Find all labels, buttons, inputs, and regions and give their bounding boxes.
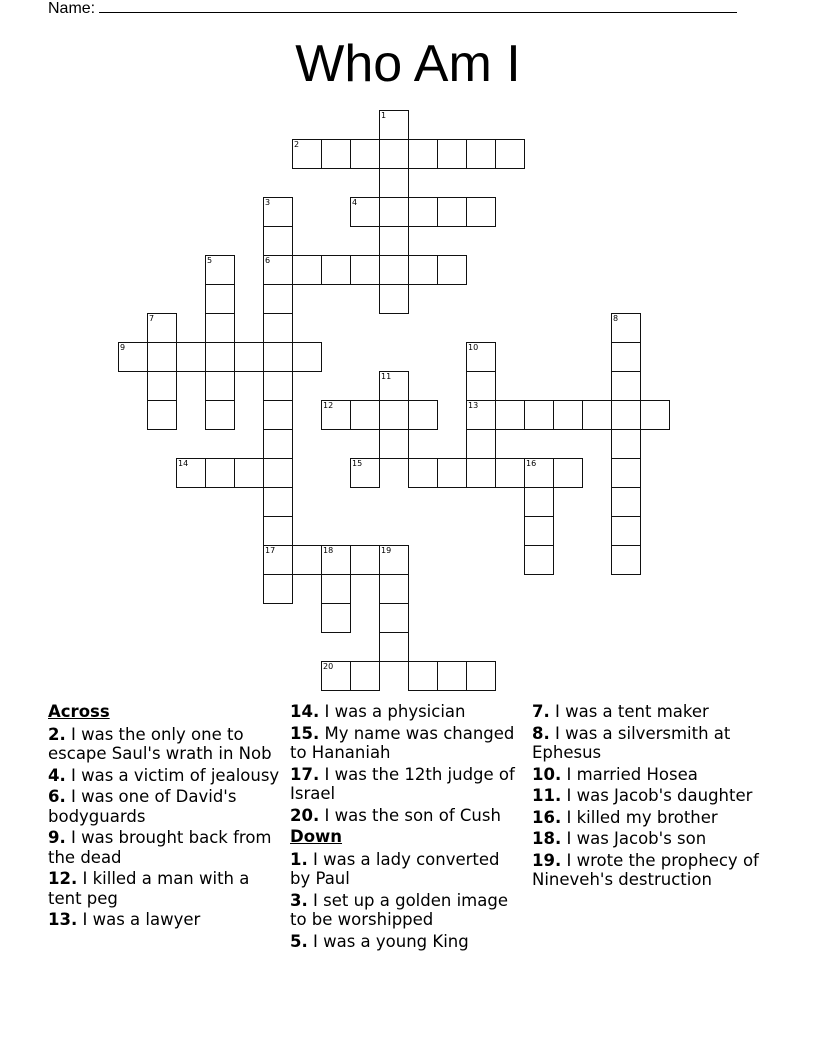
- grid-cell[interactable]: [379, 226, 409, 256]
- clue-number: 6.: [48, 787, 66, 806]
- clue-item: [48, 787, 284, 826]
- grid-cell[interactable]: [524, 400, 554, 430]
- clue-item: [532, 851, 768, 890]
- clue-text: I was a physician: [319, 702, 466, 721]
- grid-cell[interactable]: [321, 255, 351, 285]
- grid-cell[interactable]: [611, 458, 641, 488]
- clue-number-label: 20: [323, 662, 334, 671]
- grid-cell[interactable]: [408, 255, 438, 285]
- down-clue-list: [290, 850, 522, 952]
- clue-item: [290, 850, 522, 889]
- clue-number-label: 3: [265, 198, 271, 207]
- clues-column-1: [48, 702, 284, 932]
- grid-cell[interactable]: [379, 603, 409, 633]
- clue-number: 11.: [532, 786, 562, 805]
- clue-number-label: 1: [381, 111, 387, 120]
- grid-cell[interactable]: [263, 516, 293, 546]
- clue-text: I was brought back from the dead: [48, 828, 272, 867]
- clue-text: I set up a golden image to be worshipped: [290, 890, 508, 929]
- grid-cell[interactable]: [611, 400, 641, 430]
- clue-number-label: 2: [294, 140, 300, 149]
- grid-cell[interactable]: [408, 139, 438, 169]
- grid-cell[interactable]: [437, 197, 467, 227]
- clue-item: [48, 725, 284, 764]
- clue-number-label: 8: [613, 314, 619, 323]
- clue-item: [48, 910, 284, 930]
- clue-number: 2.: [48, 724, 66, 744]
- clue-number: 3.: [290, 890, 308, 910]
- clue-item: [532, 808, 768, 828]
- name-field[interactable]: [48, 0, 737, 18]
- grid-cell[interactable]: [437, 458, 467, 488]
- clue-number-label: 12: [323, 401, 334, 410]
- clue-text: I married Hosea: [561, 764, 698, 784]
- grid-cell[interactable]: [466, 139, 496, 169]
- grid-cell[interactable]: [321, 574, 351, 604]
- grid-cell[interactable]: [437, 661, 467, 691]
- grid-cell[interactable]: [263, 313, 293, 343]
- name-label: Name:: [48, 0, 96, 17]
- grid-cell[interactable]: [408, 400, 438, 430]
- clue-item: [290, 702, 522, 722]
- grid-cell[interactable]: [321, 139, 351, 169]
- clue-item: [290, 724, 522, 763]
- grid-cell[interactable]: [263, 574, 293, 604]
- clue-number: 12.: [48, 869, 78, 888]
- down-heading: Down: [290, 827, 343, 846]
- grid-cell[interactable]: [292, 255, 322, 285]
- grid-cell[interactable]: [379, 400, 409, 430]
- clues-column-3: [532, 702, 768, 892]
- clue-text: I wrote the prophecy of Nineveh's destruction: [532, 850, 759, 889]
- clue-number: 5.: [290, 931, 308, 951]
- grid-cell[interactable]: [466, 429, 496, 459]
- clue-text: I killed my brother: [561, 807, 718, 827]
- grid-cell[interactable]: [611, 342, 641, 372]
- clue-number-label: 19: [381, 546, 392, 555]
- grid-cell[interactable]: [495, 139, 525, 169]
- clue-text: I was a silversmith at Ephesus: [532, 723, 731, 762]
- clue-text: I was the 12th judge of Israel: [290, 764, 515, 803]
- clue-number: 20.: [290, 805, 320, 825]
- clue-number: 8.: [532, 723, 550, 743]
- clue-number: 10.: [532, 764, 562, 784]
- clue-text: I was a lady converted by Paul: [290, 849, 500, 888]
- clue-text: I was Jacob's daughter: [561, 786, 753, 805]
- clue-number: 18.: [532, 829, 562, 848]
- grid-cell[interactable]: [350, 255, 380, 285]
- clue-number: 16.: [532, 807, 562, 827]
- grid-cell[interactable]: [379, 429, 409, 459]
- clue-number: 14.: [290, 702, 320, 721]
- across-heading: Across: [48, 702, 110, 721]
- grid-cell[interactable]: [321, 603, 351, 633]
- grid-cell[interactable]: [466, 458, 496, 488]
- grid-cell[interactable]: [205, 313, 235, 343]
- clue-item: [532, 724, 768, 763]
- clue-number-label: 6: [265, 256, 271, 265]
- grid-cell[interactable]: [176, 342, 206, 372]
- grid-cell[interactable]: [524, 516, 554, 546]
- grid-cell[interactable]: [147, 342, 177, 372]
- across-clue-list: [48, 725, 284, 930]
- clue-item: [532, 702, 768, 722]
- grid-cell[interactable]: [466, 371, 496, 401]
- clue-number: 15.: [290, 723, 320, 743]
- clue-number: 7.: [532, 702, 550, 721]
- clue-item: [48, 828, 284, 867]
- grid-cell[interactable]: [379, 168, 409, 198]
- clue-item: [532, 786, 768, 806]
- clue-number-label: 16: [526, 459, 537, 468]
- grid-cell[interactable]: [350, 400, 380, 430]
- grid-cell[interactable]: [611, 516, 641, 546]
- grid-cell[interactable]: [408, 661, 438, 691]
- grid-cell[interactable]: [263, 226, 293, 256]
- clue-item: [48, 869, 284, 908]
- grid-cell[interactable]: [147, 371, 177, 401]
- clues-column-2: [290, 702, 522, 953]
- clue-number: 19.: [532, 850, 562, 870]
- grid-cell[interactable]: [379, 197, 409, 227]
- clue-text: I was a victim of jealousy: [65, 765, 280, 785]
- grid-cell[interactable]: [611, 487, 641, 517]
- name-blank-line[interactable]: [99, 0, 737, 13]
- grid-cell[interactable]: [205, 342, 235, 372]
- clue-text: I was a tent maker: [549, 702, 709, 721]
- grid-cell[interactable]: [553, 400, 583, 430]
- grid-cell[interactable]: [379, 255, 409, 285]
- clue-number-label: 4: [352, 198, 358, 207]
- grid-cell[interactable]: [263, 342, 293, 372]
- grid-cell[interactable]: [582, 400, 612, 430]
- clue-text: I was the son of Cush: [319, 805, 501, 825]
- clue-number-label: 7: [149, 314, 155, 323]
- clue-number-label: 17: [265, 546, 276, 555]
- grid-cell[interactable]: [205, 400, 235, 430]
- clue-text: My name was changed to Hananiah: [290, 723, 515, 762]
- grid-cell[interactable]: [263, 487, 293, 517]
- clue-number-label: 15: [352, 459, 363, 468]
- clue-item: [290, 891, 522, 930]
- clue-item: [532, 765, 768, 785]
- grid-cell[interactable]: [350, 661, 380, 691]
- clue-number-label: 9: [120, 343, 126, 352]
- grid-cell[interactable]: [350, 545, 380, 575]
- grid-cell[interactable]: [611, 429, 641, 459]
- clue-item: [290, 932, 522, 952]
- grid-cell[interactable]: [524, 545, 554, 575]
- grid-cell[interactable]: [408, 197, 438, 227]
- clue-number: 17.: [290, 764, 320, 784]
- across-clue-list-continued: [290, 702, 522, 825]
- clue-number-label: 14: [178, 459, 189, 468]
- clue-item: [290, 806, 522, 826]
- clue-item: [532, 829, 768, 849]
- grid-cell[interactable]: [437, 255, 467, 285]
- grid-cell[interactable]: [205, 371, 235, 401]
- clue-text: I was a lawyer: [77, 910, 201, 929]
- down-clue-list-continued: [532, 702, 768, 890]
- grid-cell[interactable]: [350, 139, 380, 169]
- clue-text: I killed a man with a tent peg: [48, 869, 250, 908]
- grid-cell[interactable]: [379, 139, 409, 169]
- grid-cell[interactable]: [437, 139, 467, 169]
- grid-cell[interactable]: [263, 458, 293, 488]
- grid-cell[interactable]: [205, 458, 235, 488]
- grid-cell[interactable]: [263, 371, 293, 401]
- clue-item: [290, 765, 522, 804]
- clue-item: [48, 766, 284, 786]
- grid-cell[interactable]: [466, 197, 496, 227]
- clue-number: 13.: [48, 910, 78, 929]
- grid-cell[interactable]: [495, 400, 525, 430]
- grid-cell[interactable]: [553, 458, 583, 488]
- grid-cell[interactable]: [466, 661, 496, 691]
- clue-text: I was Jacob's son: [561, 829, 707, 848]
- clue-number: 4.: [48, 765, 66, 785]
- grid-cell[interactable]: [611, 545, 641, 575]
- page-title: Who Am I: [295, 35, 521, 93]
- grid-cell[interactable]: [524, 487, 554, 517]
- grid-cell[interactable]: [205, 284, 235, 314]
- grid-cell[interactable]: [147, 400, 177, 430]
- grid-cell[interactable]: [263, 400, 293, 430]
- grid-cell[interactable]: [292, 545, 322, 575]
- clue-number-label: 11: [381, 372, 392, 381]
- clue-text: I was one of David's bodyguards: [48, 787, 237, 826]
- grid-cell[interactable]: [640, 400, 670, 430]
- grid-cell[interactable]: [379, 632, 409, 662]
- grid-cell[interactable]: [292, 342, 322, 372]
- clue-number-label: 18: [323, 546, 334, 555]
- clue-number-label: 10: [468, 343, 479, 352]
- clue-text: I was the only one to escape Saul's wrath in Nob: [48, 724, 272, 763]
- grid-cell[interactable]: [263, 284, 293, 314]
- clue-number-label: 13: [468, 401, 479, 410]
- grid-cell[interactable]: [379, 574, 409, 604]
- grid-cell[interactable]: [234, 342, 264, 372]
- grid-cell[interactable]: [408, 458, 438, 488]
- clue-number-label: 5: [207, 256, 213, 265]
- grid-cell[interactable]: [234, 458, 264, 488]
- clue-number: 1.: [290, 849, 308, 869]
- clue-text: I was a young King: [307, 931, 469, 951]
- grid-cell[interactable]: [263, 429, 293, 459]
- grid-cell[interactable]: [611, 371, 641, 401]
- grid-cell[interactable]: [495, 458, 525, 488]
- clue-number: 9.: [48, 828, 66, 847]
- grid-cell[interactable]: [379, 284, 409, 314]
